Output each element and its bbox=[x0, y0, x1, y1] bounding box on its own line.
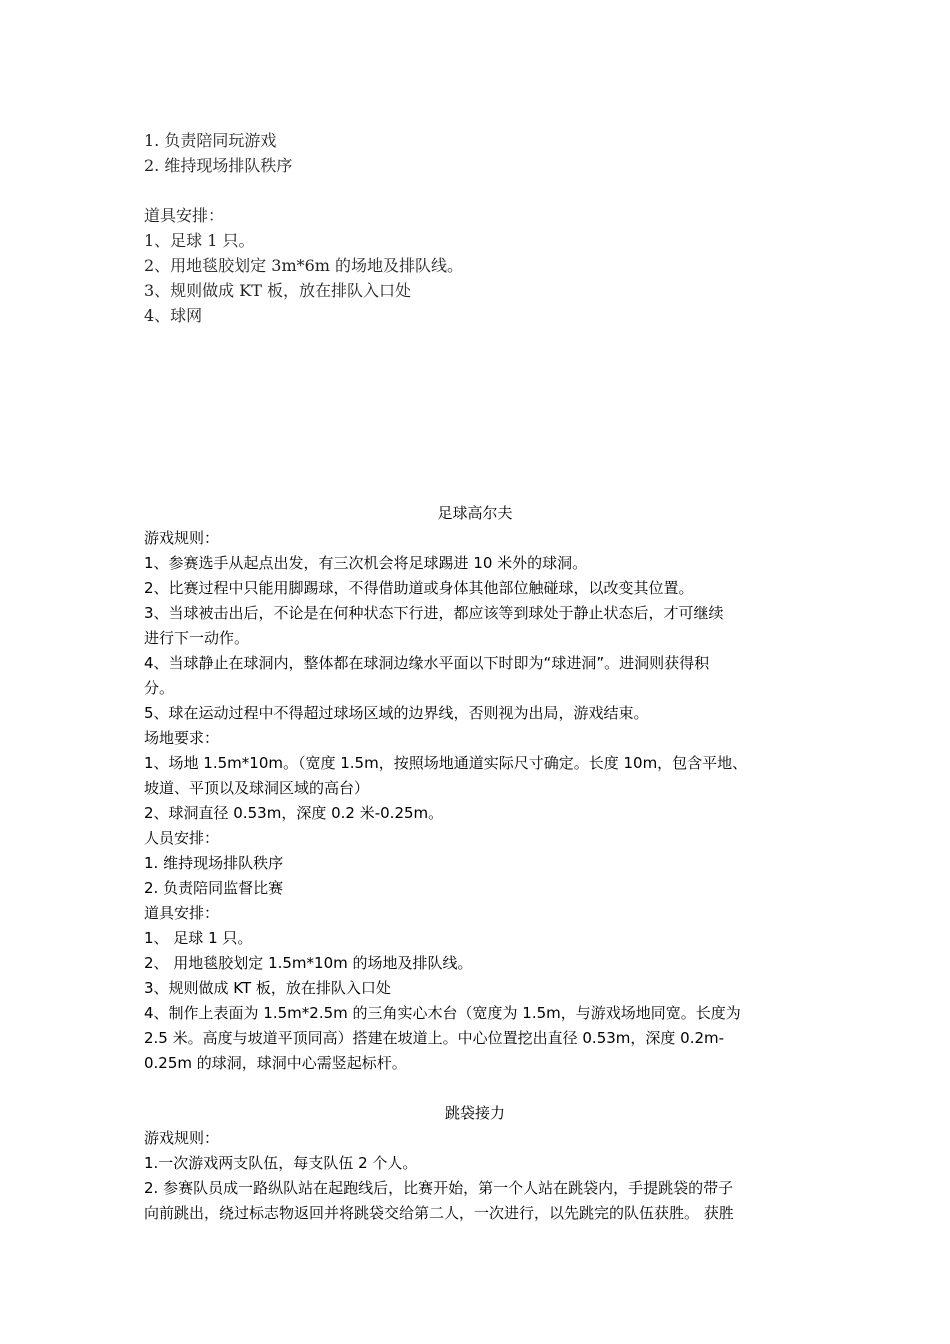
props-item: 3、规则做成 KT 板，放在排队入口处 bbox=[144, 979, 391, 997]
rules-heading: 游戏规则： bbox=[144, 529, 220, 547]
field-line: 坡道、平顶以及球洞区域的高台） bbox=[144, 779, 370, 797]
section-title-sack: 跳袋接力 bbox=[444, 1104, 505, 1122]
rule-line: 2、比赛过程中只能用脚踢球，不得借助道或身体其他部位触碰球，以改变其位置。 bbox=[144, 579, 694, 597]
rules-heading: 游戏规则： bbox=[144, 1129, 220, 1147]
props-item: 3、规则做成 KT 板，放在排队入口处 bbox=[144, 281, 411, 300]
props-heading: 道具安排： bbox=[144, 904, 220, 922]
staff-heading: 人员安排： bbox=[144, 829, 220, 847]
field-line: 2、球洞直径 0.53m，深度 0.2 米-0.25m。 bbox=[144, 804, 444, 822]
props-item: 2、 用地毯胶划定 1.5m*10m 的场地及排队线。 bbox=[144, 954, 473, 972]
rule-line: 3、当球被击出后，不论是在何种状态下行进，都应该等到球处于静止状态后，才可继续 bbox=[144, 604, 724, 622]
rule-line: 进行下一动作。 bbox=[144, 629, 250, 647]
section-title-golf: 足球高尔夫 bbox=[437, 504, 513, 522]
field-line: 1、场地 1.5m*10m。（宽度 1.5m，按照场地通道实际尺寸确定。长度 10m，包含平地、 bbox=[144, 754, 748, 772]
rule-line: 向前跳出，绕过标志物返回并将跳袋交给第二人，一次进行，以先跳完的队伍获胜。 获胜 bbox=[144, 1204, 734, 1222]
rule-line: 1.一次游戏两支队伍，每支队伍 2 个人。 bbox=[144, 1154, 418, 1172]
props-item: 4、制作上表面为 1.5m*2.5m 的三角实心木台（宽度为 1.5m，与游戏场地同宽。长度为 bbox=[144, 1004, 741, 1022]
props-item: 0.25m 的球洞，球洞中心需竖起标杆。 bbox=[144, 1054, 407, 1072]
staff-item: 2. 维持现场排队秩序 bbox=[144, 156, 293, 175]
rule-line: 2. 参赛队员成一路纵队站在起跑线后，比赛开始，第一个人站在跳袋内，手提跳袋的带子 bbox=[144, 1179, 734, 1197]
props-item: 2、用地毯胶划定 3m*6m 的场地及排队线。 bbox=[144, 256, 464, 275]
field-heading: 场地要求： bbox=[144, 729, 220, 747]
props-heading: 道具安排： bbox=[144, 206, 225, 225]
staff-item: 2. 负责陪同监督比赛 bbox=[144, 879, 284, 897]
rule-line: 4、当球静止在球洞内，整体都在球洞边缘水平面以下时即为“球进洞”。进洞则获得积 bbox=[144, 654, 710, 672]
props-item: 4、球网 bbox=[144, 306, 203, 325]
staff-item: 1. 维持现场排队秩序 bbox=[144, 854, 284, 872]
props-item: 2.5 米。高度与坡道平顶同高）搭建在坡道上。中心位置挖出直径 0.53m，深度 0.2m- bbox=[144, 1029, 725, 1047]
rule-line: 分。 bbox=[144, 679, 175, 697]
rule-line: 1、参赛选手从起点出发，有三次机会将足球踢进 10 米外的球洞。 bbox=[144, 554, 588, 572]
props-item: 1、 足球 1 只。 bbox=[144, 929, 253, 947]
rule-line: 5、球在运动过程中不得超过球场区域的边界线，否则视为出局，游戏结束。 bbox=[144, 704, 649, 722]
props-item: 1、足球 1 只。 bbox=[144, 231, 255, 250]
staff-item: 1. 负责陪同玩游戏 bbox=[144, 131, 277, 150]
